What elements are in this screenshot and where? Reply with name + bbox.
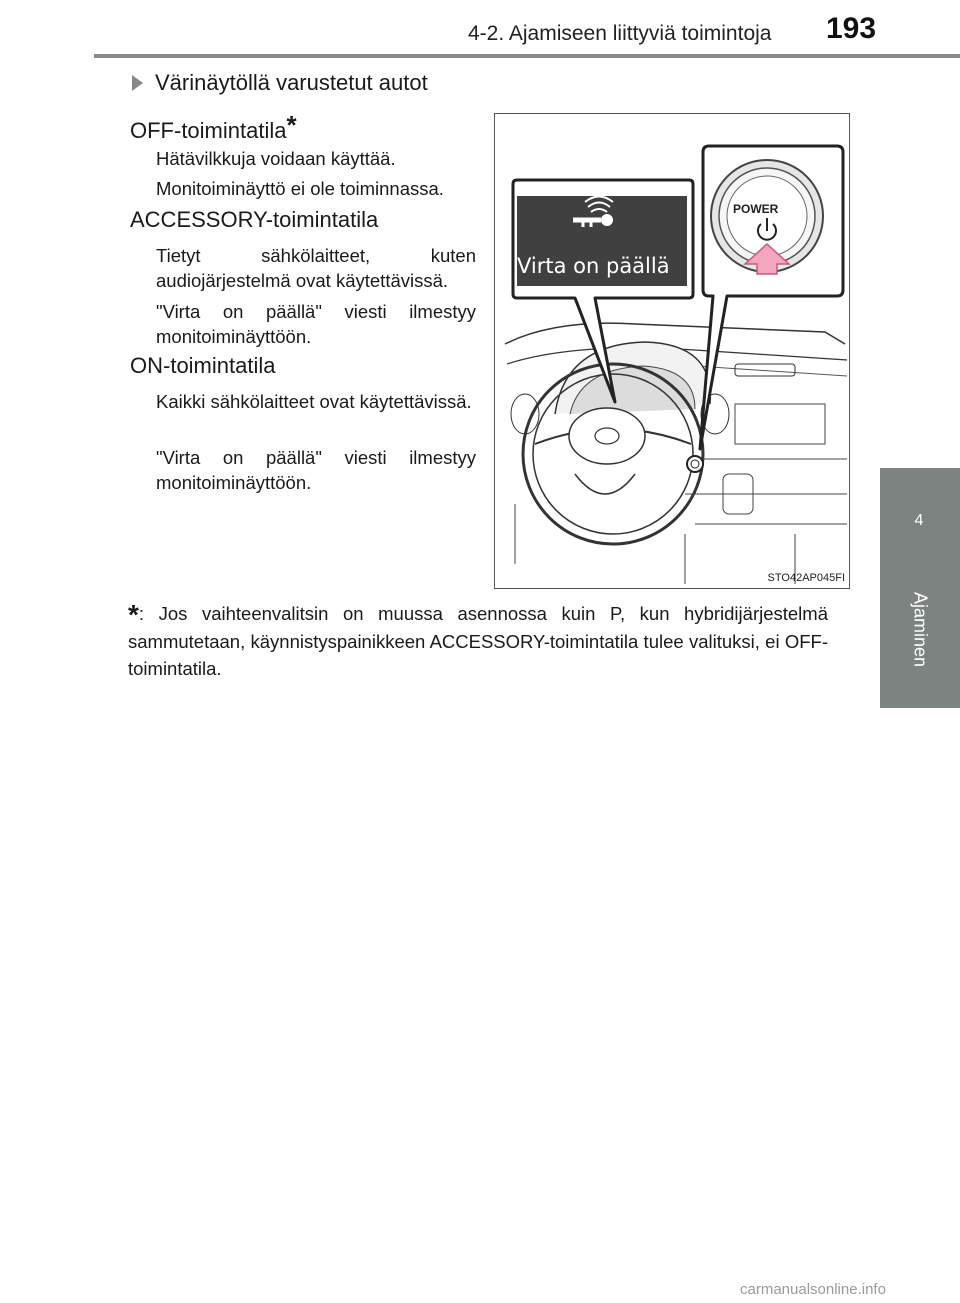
dashboard-illustration <box>495 114 849 588</box>
footnote <box>128 600 828 682</box>
chapter-side-tab <box>880 468 960 708</box>
footnote-marker: * <box>128 599 139 630</box>
section-heading-off: OFF-toimintatila* <box>130 110 297 143</box>
paragraph: Hätävilkkuja voidaan käyttää. <box>156 148 396 169</box>
paragraph: Kaikki sähkölaitteet ovat käytettävissä. <box>156 391 472 412</box>
asterisk-marker: * <box>286 110 297 140</box>
display-message: Virta on päällä <box>517 254 670 278</box>
bullet-triangle-icon <box>132 75 143 91</box>
page-number: 193 <box>826 12 877 45</box>
power-button-label: POWER <box>733 202 779 216</box>
chapter-label: Ajaminen <box>910 592 931 668</box>
bullet-heading <box>132 70 428 96</box>
paragraph: "Virta on päällä" viesti ilmestyy monitoiminäyttöön. <box>156 301 476 347</box>
section-heading-on: ON-toimintatila <box>130 353 276 378</box>
bullet-heading-text: Värinäytöllä varustetut autot <box>155 70 428 95</box>
chapter-number: 4 <box>914 512 924 529</box>
footnote-text: : Jos vaihteenvalitsin on muussa asennossa kuin P, kun hybridijärjestelmä sammutetaan, käynnistyspainikkeen ACCESSORY-toimintatila tulee valituksi, ei OFF-toimintatila. <box>128 603 828 679</box>
paragraph: Tietyt sähkölaitteet, kuten audiojärjestelmä ovat käytettävissä. <box>156 245 476 291</box>
watermark: carmanualsonline.info <box>740 1281 886 1298</box>
paragraph: Monitoiminäyttö ei ole toiminnassa. <box>156 178 444 199</box>
header-title: 4-2. Ajamiseen liittyviä toimintoja <box>468 22 772 45</box>
dashboard-figure <box>494 113 850 589</box>
figure-code: STO42AP045FI <box>767 572 845 584</box>
header-rule <box>94 54 960 58</box>
paragraph: "Virta on päällä" viesti ilmestyy monitoiminäyttöön. <box>156 447 476 493</box>
section-heading-accessory: ACCESSORY-toimintatila <box>130 207 379 232</box>
